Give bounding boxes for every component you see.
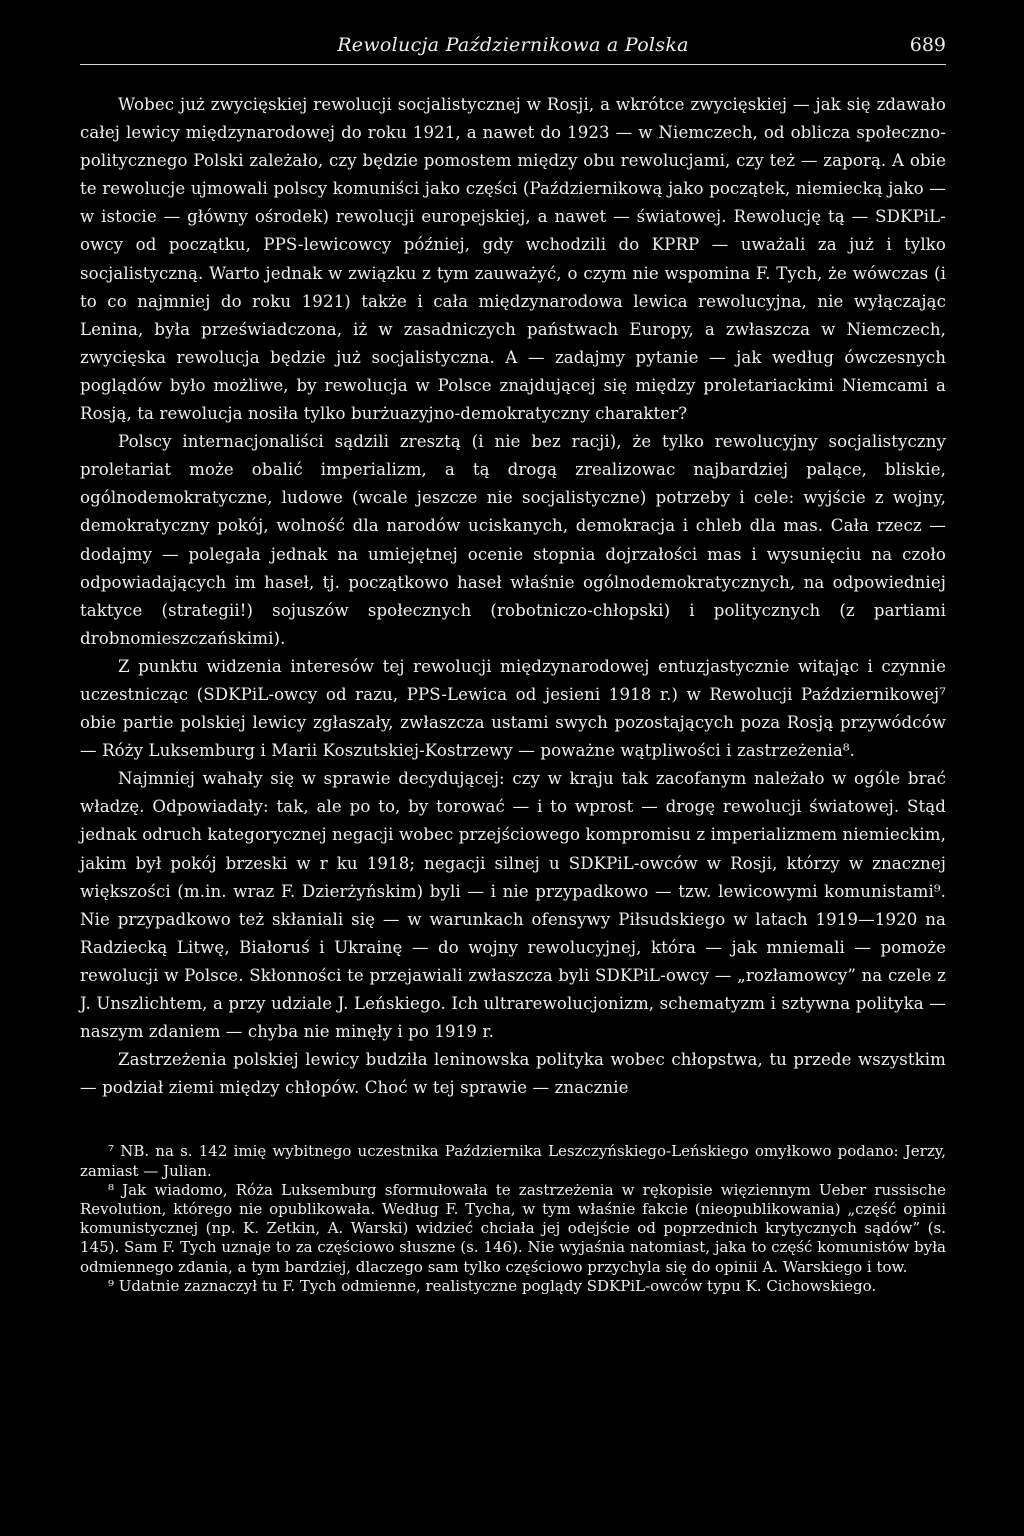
- footnote: ⁹ Udatnie zaznaczył tu F. Tych odmienne, realistyczne poglądy SDKPiL-owców typu K. Cichowskiego.: [108, 1276, 877, 1295]
- footnote: ⁷ NB. na s. 142 imię wybitnego uczestnika Października Leszczyńskiego-Leńskiego omyłkowo podano: Jerzy, zamiast — Julian.: [80, 1142, 946, 1180]
- page-number: 689: [909, 34, 946, 56]
- footnote: ⁸ Jak wiadomo, Róża Luksemburg sformułowała te zastrzeżenia w rękopisie więziennym Ueber russische Revolution, którego nie opublikowała. Według F. Tycha, w tym właśnie fakcie (nieopublikowania) „część opinii komunistycznej (np. K. Zetkin, A. Warski) widzieć chciała jej odejście od poprzednich krytycznych sądów” (s. 145). Sam F. Tych uznaje to za częściowo słuszne (s. 146). Nie wyjaśnia natomiast, jaka to część komunistów była odmiennego zdania, a tym bardziej, dlaczego sam tylko częściowo przychyla się do opinii A. Warskiego i tow.: [80, 1180, 946, 1276]
- body-text: [80, 91, 946, 1102]
- paragraph: Najmniej wahały się w sprawie decydującej: czy w kraju tak zacofanym należało w ogóle brać władzę. Odpowiadały: tak, ale po to, by torować — i to wprost — drogę rewolucji światowej. Stąd jednak odruch kategorycznej negacji wobec przejściowego kompromisu z imperializmem niemieckim, jakim był pokój brzeski w r ku 1918; negacji silnej u SDKPiL-owców w Rosji, którzy w znacznej większości (m.in. wraz F. Dzierżyńskim) byli — i nie przypadkowo — tzw. lewicowymi komunistami⁹. Nie przypadkowo też skłaniali się — w warunkach ofensywy Piłsudskiego w latach 1919—1920 na Radziecką Litwę, Białoruś i Ukrainę — do wojny rewolucyjnej, która — jak mniemali — pomoże rewolucji w Polsce. Skłonności te przejawiali zwłaszcza byli SDKPiL-owcy — „rozłamowcy” na czele z J. Unszlichtem, a przy udziale J. Leńskiego. Ich ultrarewolucjonizm, schematyzm i sztywna polityka — naszym zdaniem — chyba nie minęły i po 1919 r.: [80, 769, 946, 1042]
- paragraph: Zastrzeżenia polskiej lewicy budziła leninowska polityka wobec chłopstwa, tu przede wszystkim — podział ziemi między chłopów. Choć w tej sprawie — znacznie: [80, 1050, 946, 1098]
- footnotes: [80, 1142, 946, 1296]
- paragraph: Polscy internacjonaliści sądzili zresztą (i nie bez racji), że tylko rewolucyjny socjalistyczny proletariat może obalić imperializm, a tą drogą zrealizowac najbardziej palące, bliskie, ogólnodemokratyczne, ludowe (wcale jeszcze nie socjalistyczne) potrzeby i cele: wyjście z wojny, demokratyczny pokój, wolność dla narodów uciskanych, demokracja i chleb dla mas. Cała rzecz — dodajmy — polegała jednak na umiejętnej ocenie stopnia dojrzałości mas i wysunięciu na czoło odpowiadających im haseł, tj. początkowo haseł właśnie ogólnodemokratycznych, na odpowiedniej taktyce (strategii!) sojuszów społecznych (robotniczo-chłopski) i politycznych (z partiami drobnomieszczańskimi).: [80, 432, 946, 648]
- paragraph: Wobec już zwycięskiej rewolucji socjalistycznej w Rosji, a wkrótce zwycięskiej — jak się zdawało całej lewicy międzynarodowej do roku 1921, a nawet do 1923 — w Niemczech, od oblicza społeczno-politycznego Polski zależało, czy będzie pomostem między obu rewolucjami, czy też — zaporą. A obie te rewolucje ujmowali polscy komuniści jako części (Październikową jako początek, niemiecką jako — w istocie — główny ośrodek) rewolucji europejskiej, a nawet — światowej. Rewolucję tą — SDKPiL-owcy od początku, PPS-lewicowcy później, gdy wchodzili do KPRP — uważali za już i tylko socjalistyczną. Warto jednak w związku z tym zauważyć, o czym nie wspomina F. Tych, że wówczas (i to co najmniej do roku 1921) także i cała międzynarodowa lewica rewolucyjna, nie wyłączając Lenina, była przeświadczona, iż w zasadniczych państwach Europy, a zwłaszcza w Niemczech, zwycięska rewolucja będzie już socjalistyczna. A — zadajmy pytanie — jak według ówczesnych poglądów było możliwe, by rewolucja w Polsce znajdującej się między proletariackimi Niemcami a Rosją, ta rewolucja nosiła tylko burżuazyjno-demokratyczny charakter?: [80, 95, 946, 424]
- running-title: Rewolucja Październikowa a Polska: [337, 34, 689, 56]
- page-header: [80, 30, 946, 65]
- paragraph: Z punktu widzenia interesów tej rewolucji międzynarodowej entuzjastycznie witając i czynnie uczestnicząc (SDKPiL-owcy od razu, PPS-Lewica od jesieni 1918 r.) w Rewolucji Październikowej⁷ obie partie polskiej lewicy zgłaszały, zwłaszcza ustami swych pozostających poza Rosją przywódców — Róży Luksemburg i Marii Koszutskiej-Kostrzewy — poważne wątpliwości i zastrzeżenia⁸.: [80, 656, 946, 761]
